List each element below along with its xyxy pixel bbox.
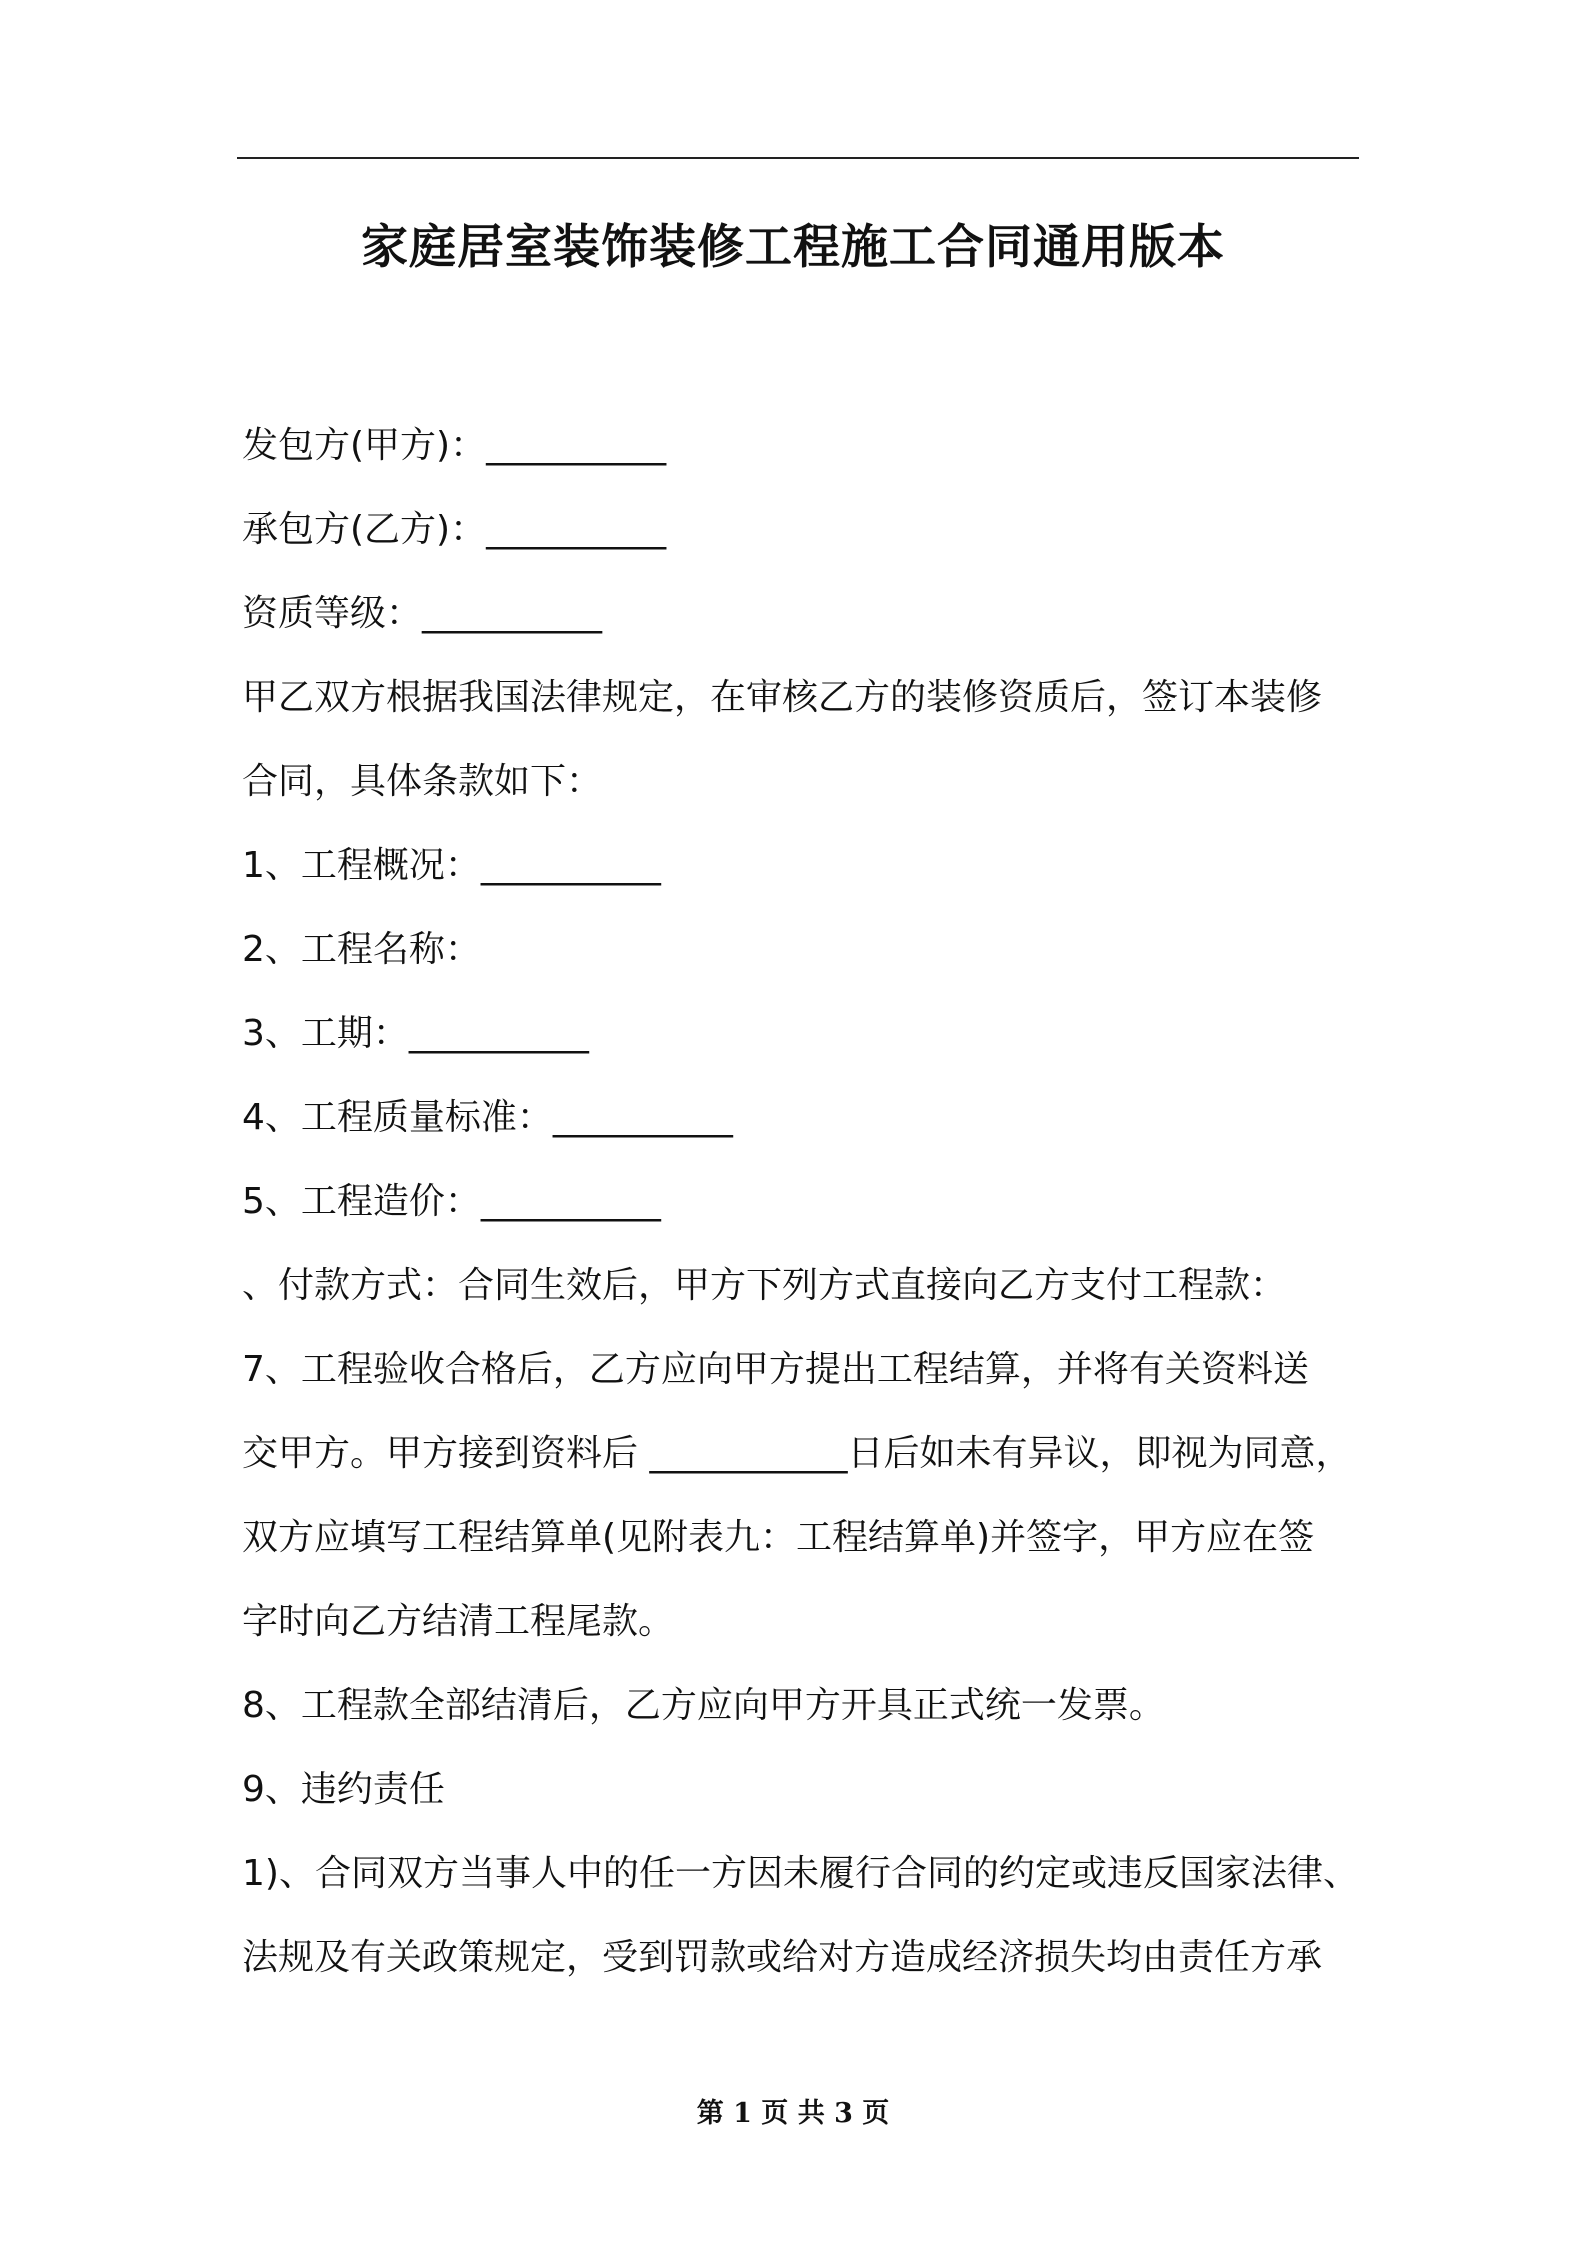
clause-9-1-line-2: 法规及有关政策规定，受到罚款或给对方造成经济损失均由责任方承 [242,1937,1323,1978]
contract-body [242,404,1362,2000]
clause-1-overview: 1、工程概况：__________ [242,845,661,886]
clause-2-name: 2、工程名称： [242,929,481,970]
clause-5-cost: 5、工程造价：__________ [242,1181,661,1222]
party-b-line: 承包方(乙方)：__________ [242,509,667,550]
clause-3-duration: 3、工期：__________ [242,1013,589,1054]
party-a-line: 发包方(甲方)：__________ [242,425,667,466]
clause-4-quality: 4、工程质量标准：__________ [242,1097,733,1138]
clause-7-line-2: 交甲方。甲方接到资料后 ___________日后如未有异议，即视为同意， [242,1433,1352,1474]
document-title: 家庭居室装饰装修工程施工合同通用版本 [361,220,1225,275]
preamble-line-1: 甲乙双方根据我国法律规定，在审核乙方的装修资质后，签订本装修 [242,677,1323,718]
clause-7-line-4: 字时向乙方结清工程尾款。 [242,1601,675,1642]
header-rule [237,157,1359,159]
preamble-line-2: 合同，具体条款如下： [242,761,603,802]
clause-9-1-line-1: 1)、合同双方当事人中的任一方因未履行合同的约定或违反国家法律、 [242,1853,1359,1894]
clause-9-liability: 9、违约责任 [242,1769,445,1810]
clause-7-line-1: 7、工程验收合格后，乙方应向甲方提出工程结算，并将有关资料送 [242,1349,1309,1390]
clause-7-line-3: 双方应填写工程结算单(见附表九：工程结算单)并签字，甲方应在签 [242,1517,1315,1558]
page-number-footer: 第 1 页 共 3 页 [696,2098,890,2129]
clause-6-payment: 、付款方式：合同生效后，甲方下列方式直接向乙方支付工程款： [242,1265,1287,1306]
clause-8-invoice: 8、工程款全部结清后，乙方应向甲方开具正式统一发票。 [242,1685,1165,1726]
qualification-line: 资质等级：__________ [242,593,603,634]
